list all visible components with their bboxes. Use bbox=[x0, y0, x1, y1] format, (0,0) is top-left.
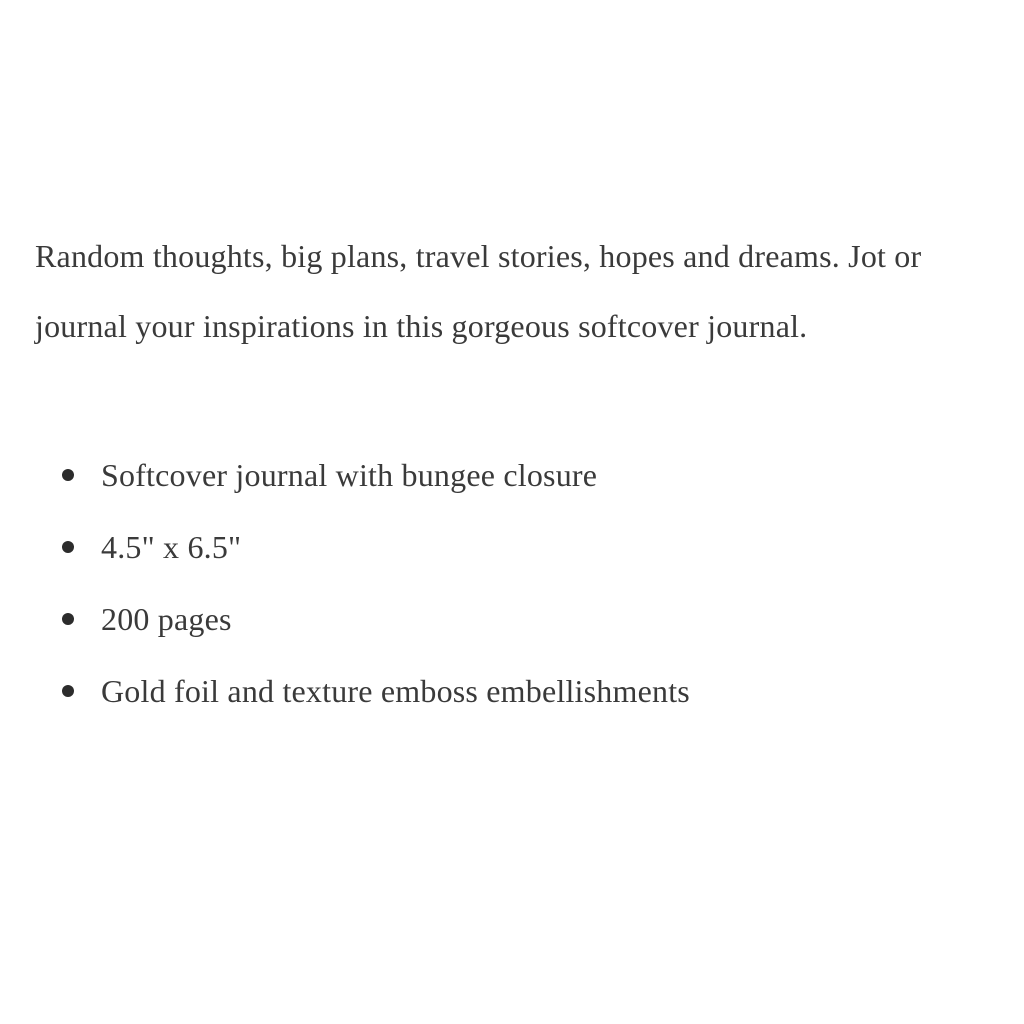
feature-text: Softcover journal with bungee closure bbox=[101, 457, 598, 493]
feature-text: Gold foil and texture emboss embellishments bbox=[101, 673, 690, 709]
list-item bbox=[35, 525, 994, 569]
bullet-icon bbox=[62, 541, 74, 553]
list-item bbox=[35, 453, 994, 497]
feature-text: 4.5" x 6.5" bbox=[101, 529, 242, 565]
bullet-icon bbox=[62, 685, 74, 697]
list-item bbox=[35, 597, 994, 641]
bullet-icon bbox=[62, 613, 74, 625]
feature-text: 200 pages bbox=[101, 601, 232, 637]
product-description-paragraph: Random thoughts, big plans, travel stories, hopes and dreams. Jot or journal your inspirations in this gorgeous softcover journal. bbox=[35, 238, 922, 344]
bullet-icon bbox=[62, 469, 74, 481]
list-item bbox=[35, 669, 994, 713]
feature-list bbox=[35, 453, 994, 713]
